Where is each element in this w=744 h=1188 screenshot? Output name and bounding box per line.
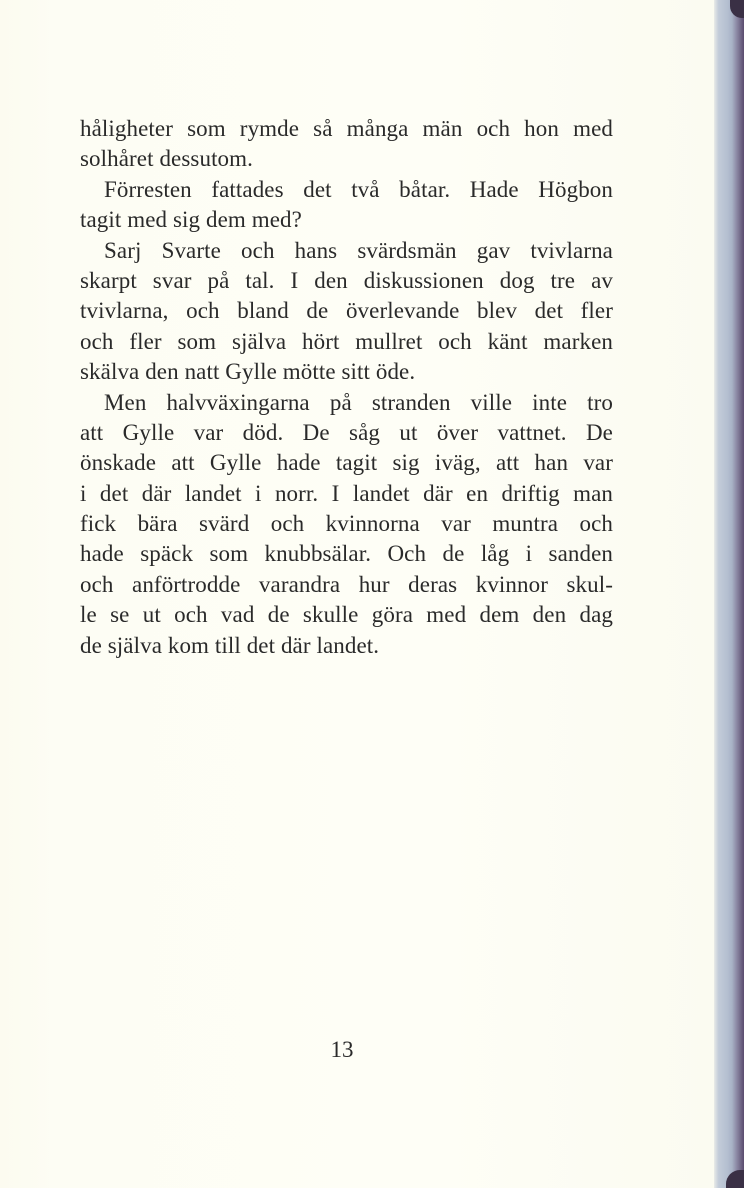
text-line: Förresten fattades det två båtar. Hade Högbon xyxy=(104,176,613,202)
text-line: skälva den natt Gylle mötte sitt öde. xyxy=(80,359,416,385)
text-line: önskade att Gylle hade tagit sig iväg, att han var xyxy=(80,450,613,476)
text-line: Men halvväxingarna på stranden ville inte tro xyxy=(104,389,613,415)
page-number: 13 xyxy=(330,1037,354,1062)
paragraph xyxy=(80,388,613,662)
text-line: Sarj Svarte och hans svärdsmän gav tvivlarna xyxy=(104,237,613,263)
text-line: håligheter som rymde så många män och hon med xyxy=(80,116,613,141)
book-page-edge xyxy=(714,0,744,1188)
text-line: i det där landet i norr. I landet där en driftig man xyxy=(80,480,613,506)
text-line: solhåret dessutom. xyxy=(80,146,253,172)
text-line: le se ut och vad de skulle göra med dem den dag xyxy=(80,602,613,628)
text-line: tvivlarna, och bland de överlevande blev det fler xyxy=(80,298,613,324)
text-line: att Gylle var död. De såg ut över vattnet. De xyxy=(80,419,613,445)
text-line: tagit med sig dem med? xyxy=(80,207,302,233)
text-line: och anförtrodde varandra hur deras kvinnor skul- xyxy=(80,571,613,597)
text-line: och fler som själva hört mullret och känt marken xyxy=(80,328,613,354)
paragraph xyxy=(80,175,613,236)
paragraph xyxy=(80,236,613,388)
text-line: fick bära svärd och kvinnorna var muntra och xyxy=(80,511,613,537)
text-line: hade späck som knubbsälar. Och de låg i sanden xyxy=(80,541,613,567)
text-line: de själva kom till det där landet. xyxy=(80,632,380,658)
text-line: skarpt svar på tal. I den diskussionen dog tre av xyxy=(80,267,613,293)
body-text xyxy=(80,114,613,661)
paragraph xyxy=(80,114,613,175)
